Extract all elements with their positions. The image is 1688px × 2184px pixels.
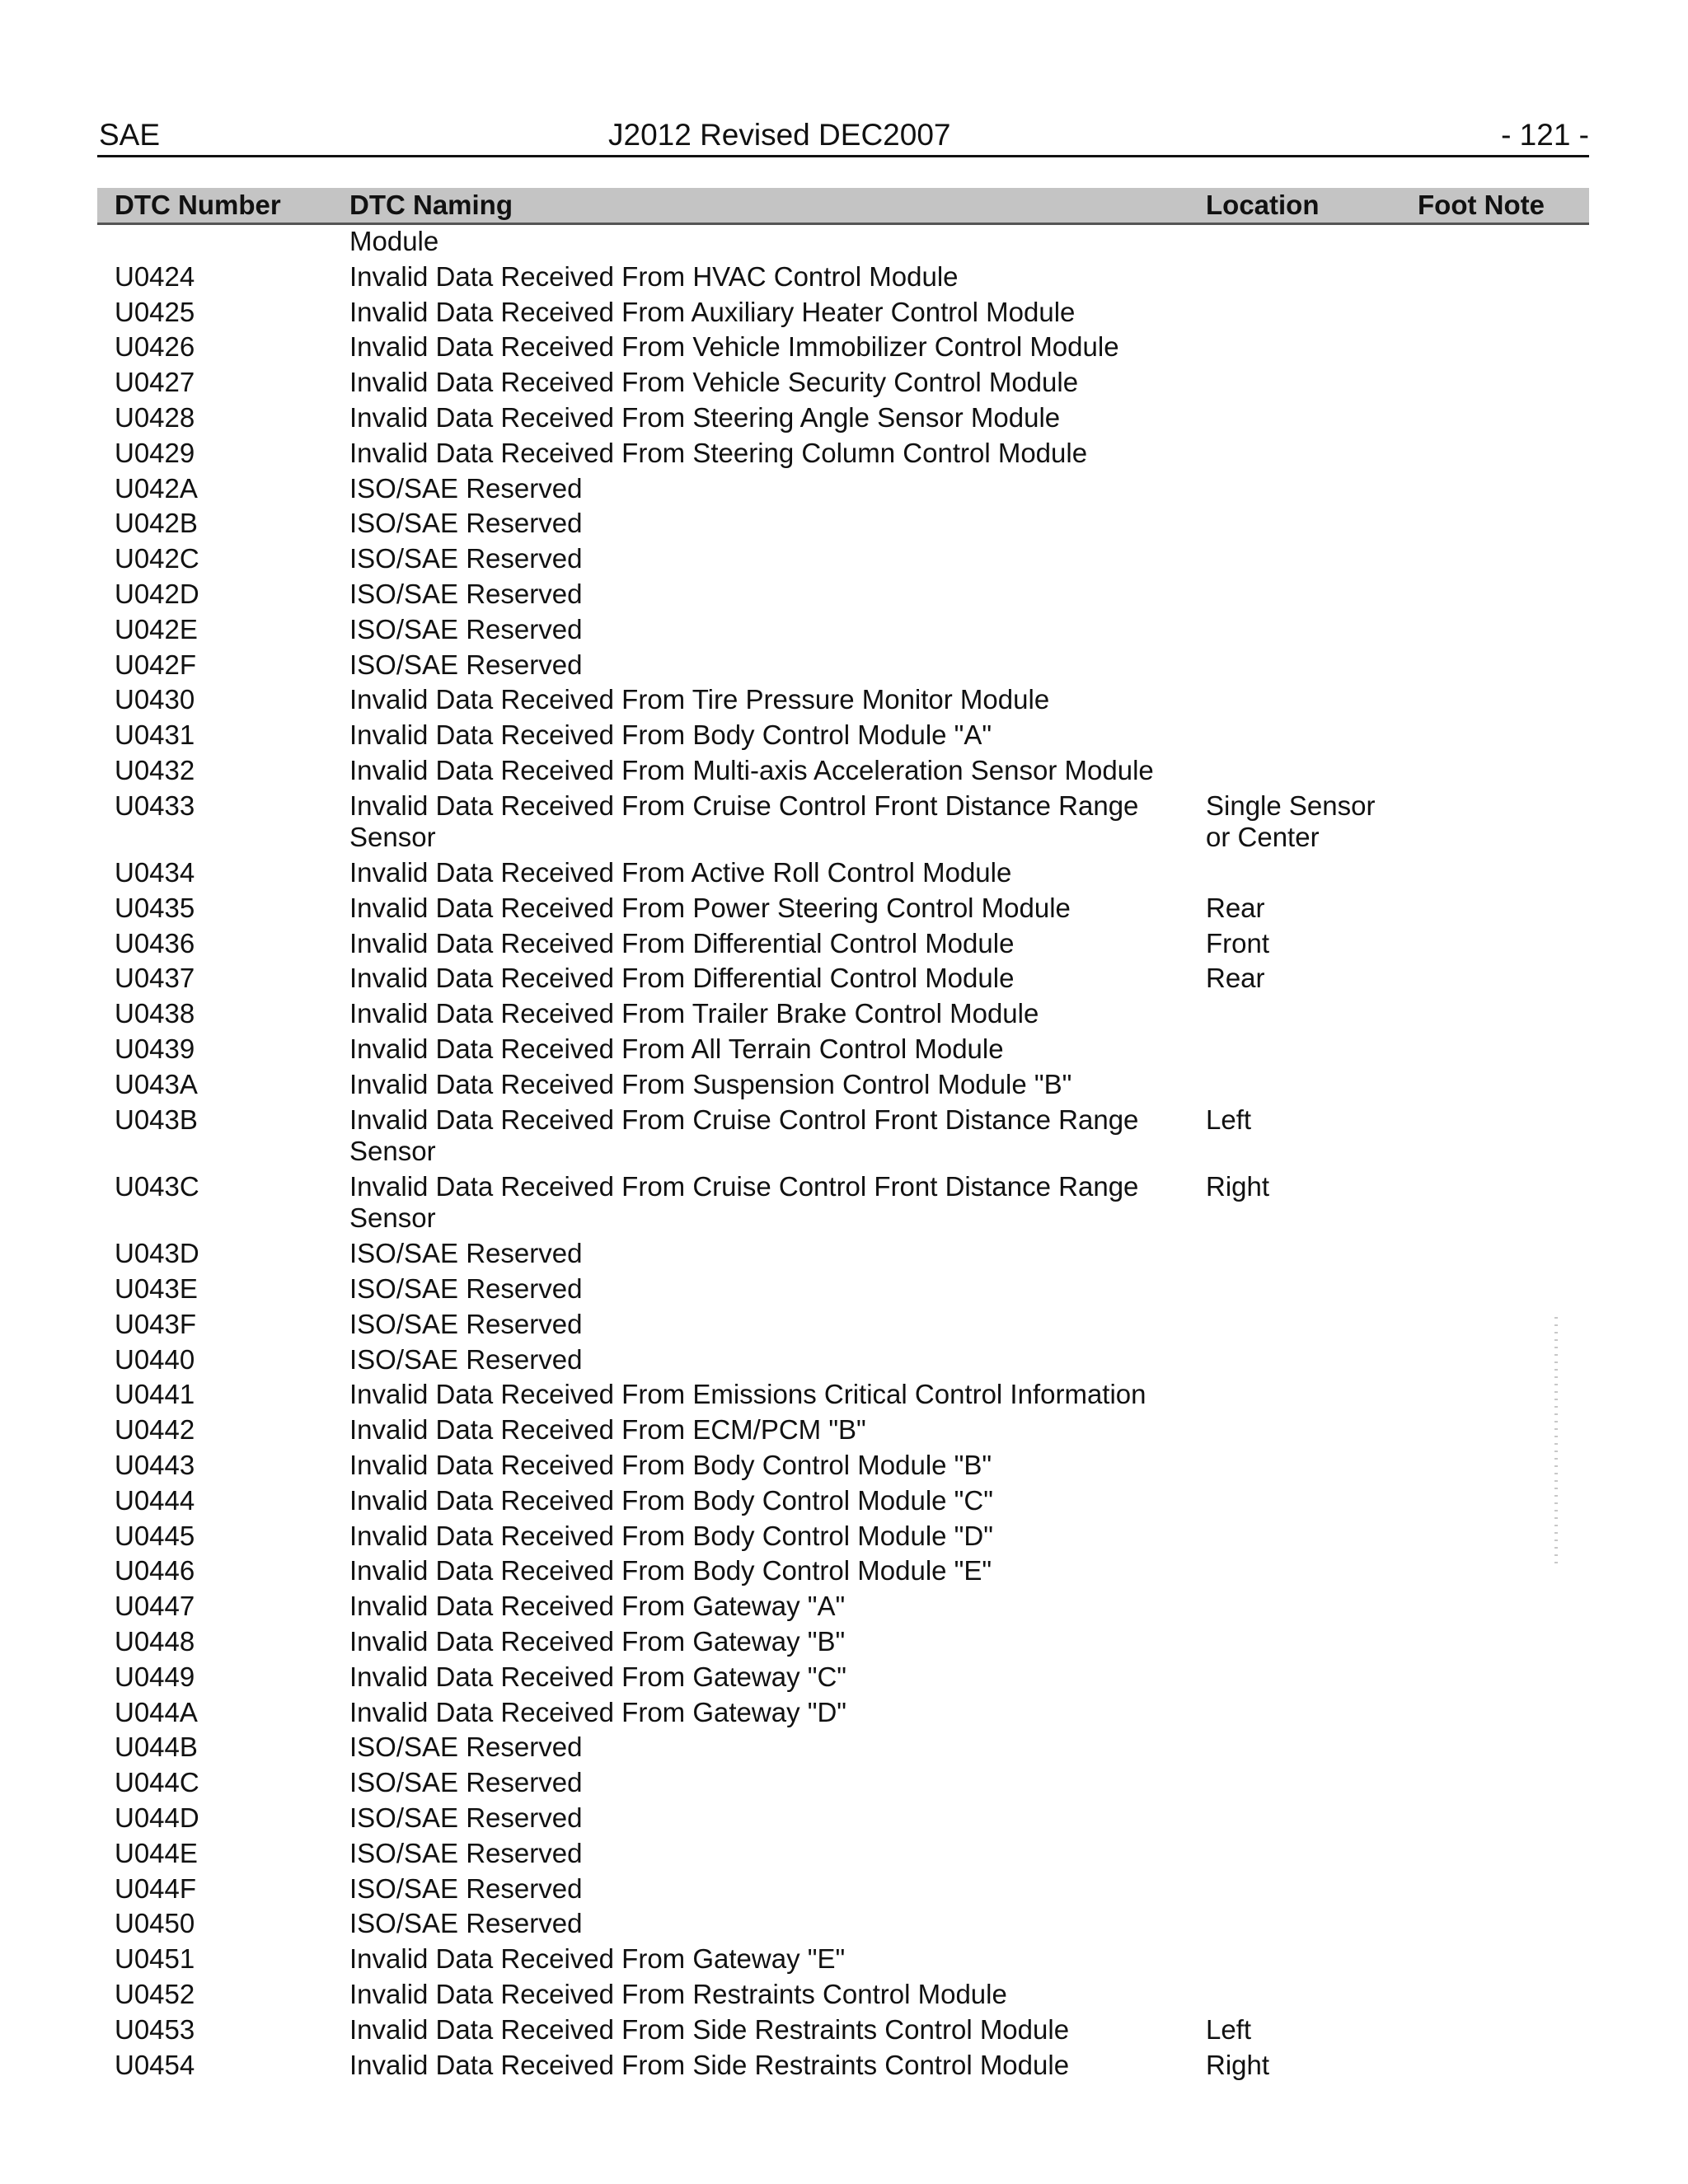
dtc-naming-cell: Invalid Data Received From Gateway "A"	[349, 1591, 846, 1622]
dtc-number-cell: U0434	[115, 857, 195, 888]
dtc-number-cell: U0449	[115, 1661, 195, 1692]
dtc-naming-cell: Invalid Data Received From Body Control Module "A"	[349, 719, 992, 751]
dtc-naming-cell: Invalid Data Received From Steering Angle Sensor Module	[349, 401, 1061, 433]
table-row	[97, 1657, 1589, 1693]
dtc-number-cell: U042E	[115, 613, 198, 644]
dtc-number-cell: U044D	[115, 1802, 199, 1833]
dtc-naming-cell: Invalid Data Received From Suspension Control Module "B"	[349, 1068, 1072, 1099]
dtc-naming-cell: ISO/SAE Reserved	[349, 1837, 583, 1868]
dtc-naming-cell: Invalid Data Received From HVAC Control Module	[349, 260, 959, 292]
dtc-number-cell: U0427	[115, 367, 195, 398]
dtc-naming-cell: Invalid Data Received From Cruise Control Front Distance Range Sensor	[349, 790, 1139, 853]
continued-name-text: Module	[349, 226, 439, 256]
dtc-naming-cell: ISO/SAE Reserved	[349, 1273, 583, 1305]
dtc-naming-cell: Invalid Data Received From Auxiliary Heater Control Module	[349, 296, 1076, 327]
dtc-naming-cell: ISO/SAE Reserved	[349, 472, 583, 504]
table-row	[97, 1168, 1589, 1235]
table-row	[97, 1834, 1589, 1869]
location-cell: Left	[1206, 2013, 1252, 2045]
dtc-naming-cell: ISO/SAE Reserved	[349, 1872, 583, 1904]
table-row	[97, 258, 1589, 293]
dtc-number-cell: U043C	[115, 1170, 199, 1202]
dtc-number-cell: U0425	[115, 296, 195, 327]
header-page-number: - 121 -	[1501, 118, 1589, 152]
header-organization: SAE	[99, 118, 161, 152]
dtc-number-cell: U043B	[115, 1104, 198, 1135]
table-row	[97, 1340, 1589, 1376]
dtc-naming-cell: ISO/SAE Reserved	[349, 543, 583, 574]
dtc-naming-cell: Invalid Data Received From Body Control Module "B"	[349, 1450, 992, 1480]
location-cell: Right	[1206, 2049, 1270, 2080]
table-row	[97, 1764, 1589, 1799]
dtc-naming-cell: Invalid Data Received From Gateway "D"	[349, 1696, 846, 1727]
dtc-naming-cell: ISO/SAE Reserved	[349, 613, 583, 644]
table-row	[97, 1693, 1589, 1728]
dtc-naming-cell: Invalid Data Received From Side Restraints Control Module	[349, 2049, 1070, 2080]
table-row	[97, 1066, 1589, 1101]
table-row	[97, 1905, 1589, 1940]
table-row	[97, 645, 1589, 681]
table-row	[97, 1100, 1589, 1167]
dtc-naming-cell: Invalid Data Received From Side Restraints Control Module	[349, 2013, 1070, 2045]
dtc-naming-cell: Invalid Data Received From Body Control Module "D"	[349, 1520, 993, 1551]
dtc-number-cell: U044A	[115, 1696, 198, 1727]
table-row	[97, 504, 1589, 540]
dtc-number-cell: U042D	[115, 578, 199, 609]
table-row	[97, 889, 1589, 925]
dtc-number-cell: U043A	[115, 1068, 198, 1099]
dtc-naming-cell: Invalid Data Received From Gateway "C"	[349, 1661, 846, 1692]
location-cell: Single Sensor or Center	[1206, 790, 1376, 853]
dtc-naming-cell: ISO/SAE Reserved	[349, 649, 583, 680]
table-row	[97, 1552, 1589, 1587]
table-row	[97, 752, 1589, 787]
dtc-naming-cell: Invalid Data Received From Tire Pressure Monitor Module	[349, 684, 1050, 715]
dtc-number-cell: U0440	[115, 1343, 195, 1375]
dtc-naming-cell: Invalid Data Received From Emissions Critical Control Information	[349, 1379, 1146, 1410]
continued-row	[97, 226, 1589, 258]
dtc-naming-cell: Invalid Data Received From Vehicle Security Control Module	[349, 367, 1079, 398]
table-row	[97, 610, 1589, 645]
dtc-naming-cell: Invalid Data Received From Power Steering Control Module	[349, 892, 1071, 923]
table-row	[97, 1235, 1589, 1270]
dtc-naming-cell: ISO/SAE Reserved	[349, 578, 583, 609]
dtc-number-cell: U0446	[115, 1555, 195, 1586]
dtc-number-cell: U0451	[115, 1943, 195, 1975]
dtc-number-cell: U0428	[115, 401, 195, 433]
dtc-number-cell: U043E	[115, 1273, 198, 1305]
dtc-number-cell: U043D	[115, 1238, 199, 1269]
dtc-number-cell: U042A	[115, 472, 198, 504]
table-row	[97, 1411, 1589, 1446]
dtc-naming-cell: ISO/SAE Reserved	[349, 1238, 583, 1269]
dtc-number-cell: U0443	[115, 1450, 195, 1480]
table-row	[97, 1940, 1589, 1975]
column-header-dtc-number: DTC Number	[115, 190, 281, 220]
table-row	[97, 681, 1589, 716]
dtc-number-cell: U0437	[115, 963, 195, 994]
dtc-naming-cell: Invalid Data Received From Active Roll Control Module	[349, 857, 1012, 888]
table-row	[97, 469, 1589, 504]
table-row	[97, 786, 1589, 853]
page-header	[97, 115, 1589, 157]
dtc-number-cell: U0430	[115, 684, 195, 715]
dtc-number-cell: U044F	[115, 1872, 197, 1904]
dtc-naming-cell: Invalid Data Received From Cruise Control Front Distance Range Sensor	[349, 1104, 1139, 1167]
dtc-naming-cell: Invalid Data Received From Cruise Control Front Distance Range Sensor	[349, 1170, 1139, 1234]
table-row	[97, 1446, 1589, 1482]
location-cell: Rear	[1206, 963, 1265, 994]
table-row	[97, 1587, 1589, 1623]
dtc-naming-cell: Invalid Data Received From ECM/PCM "B"	[349, 1414, 866, 1446]
table-row	[97, 575, 1589, 611]
dtc-naming-cell: Invalid Data Received From Restraints Control Module	[349, 1978, 1007, 2009]
table-row	[97, 1305, 1589, 1341]
table-row	[97, 1516, 1589, 1552]
dtc-number-cell: U0432	[115, 754, 195, 785]
dtc-naming-cell: Invalid Data Received From Differential Control Module	[349, 927, 1015, 958]
dtc-number-cell: U0442	[115, 1414, 195, 1446]
dtc-number-cell: U0454	[115, 2049, 195, 2080]
dtc-number-cell: U0445	[115, 1520, 195, 1551]
table-row	[97, 1869, 1589, 1905]
table-row	[97, 363, 1589, 399]
table-row	[97, 1623, 1589, 1658]
dtc-naming-cell: ISO/SAE Reserved	[349, 1308, 583, 1339]
table-row	[97, 328, 1589, 363]
table-row	[97, 399, 1589, 434]
table-row	[97, 995, 1589, 1030]
dtc-naming-cell: ISO/SAE Reserved	[349, 508, 583, 539]
dtc-naming-cell: Invalid Data Received From Trailer Brake Control Module	[349, 998, 1039, 1029]
dtc-number-cell: U0444	[115, 1484, 195, 1516]
margin-scan-marks	[1554, 1317, 1558, 1566]
header-document-id: J2012 Revised DEC2007	[608, 118, 951, 152]
table-row	[97, 959, 1589, 995]
dtc-naming-cell: ISO/SAE Reserved	[349, 1802, 583, 1833]
table-row	[97, 293, 1589, 328]
dtc-number-cell: U0452	[115, 1978, 195, 2009]
dtc-number-cell: U042F	[115, 649, 197, 680]
dtc-number-cell: U0426	[115, 331, 195, 363]
table-row	[97, 1799, 1589, 1835]
dtc-number-cell: U043F	[115, 1308, 197, 1339]
column-header-dtc-naming: DTC Naming	[349, 190, 513, 220]
table-row	[97, 1030, 1589, 1066]
dtc-naming-cell: ISO/SAE Reserved	[349, 1767, 583, 1798]
table-row	[97, 716, 1589, 752]
table-row	[97, 540, 1589, 575]
dtc-number-cell: U044B	[115, 1732, 198, 1763]
dtc-number-cell: U0436	[115, 927, 195, 958]
table-row	[97, 854, 1589, 889]
dtc-number-cell: U0429	[115, 437, 195, 468]
table-row	[97, 434, 1589, 469]
dtc-number-cell: U0438	[115, 998, 195, 1029]
location-cell: Left	[1206, 1104, 1252, 1135]
dtc-naming-cell: Invalid Data Received From Body Control Module "C"	[349, 1484, 993, 1516]
dtc-number-cell: U0424	[115, 260, 195, 292]
dtc-naming-cell: Invalid Data Received From Vehicle Immobilizer Control Module	[349, 331, 1119, 363]
dtc-number-cell: U044E	[115, 1837, 198, 1868]
dtc-naming-cell: ISO/SAE Reserved	[349, 1908, 583, 1939]
dtc-number-cell: U042C	[115, 543, 199, 574]
column-header-location: Location	[1206, 190, 1320, 220]
dtc-naming-cell: Invalid Data Received From Differential Control Module	[349, 963, 1015, 994]
table-row	[97, 1270, 1589, 1305]
dtc-number-cell: U0453	[115, 2013, 195, 2045]
location-cell: Rear	[1206, 892, 1265, 923]
dtc-number-cell: U044C	[115, 1767, 199, 1798]
dtc-number-cell: U0450	[115, 1908, 195, 1939]
dtc-naming-cell: ISO/SAE Reserved	[349, 1343, 583, 1375]
dtc-number-cell: U042B	[115, 508, 198, 539]
table-row	[97, 924, 1589, 959]
dtc-naming-cell: Invalid Data Received From All Terrain Control Module	[349, 1033, 1004, 1065]
dtc-table-body	[97, 226, 1589, 2081]
dtc-number-cell: U0433	[115, 790, 195, 821]
location-cell: Front	[1206, 927, 1270, 958]
dtc-number-cell: U0439	[115, 1033, 195, 1065]
dtc-number-cell: U0435	[115, 892, 195, 923]
dtc-number-cell: U0448	[115, 1625, 195, 1657]
table-row	[97, 1728, 1589, 1764]
dtc-naming-cell: Invalid Data Received From Body Control Module "E"	[349, 1555, 992, 1586]
table-row	[97, 2010, 1589, 2046]
dtc-naming-cell: ISO/SAE Reserved	[349, 1732, 583, 1763]
dtc-naming-cell: Invalid Data Received From Steering Column Control Module	[349, 437, 1088, 468]
dtc-naming-cell: Invalid Data Received From Multi-axis Acceleration Sensor Module	[349, 754, 1154, 785]
location-cell: Right	[1206, 1170, 1270, 1202]
table-row	[97, 1376, 1589, 1411]
dtc-naming-cell: Invalid Data Received From Gateway "B"	[349, 1625, 846, 1657]
column-header-foot-note: Foot Note	[1418, 190, 1545, 220]
table-row	[97, 1975, 1589, 2011]
table-header-row	[97, 188, 1589, 225]
dtc-number-cell: U0447	[115, 1591, 195, 1622]
dtc-number-cell: U0431	[115, 719, 195, 751]
table-row	[97, 2046, 1589, 2081]
dtc-naming-cell: Invalid Data Received From Gateway "E"	[349, 1943, 846, 1975]
table-row	[97, 1482, 1589, 1517]
dtc-number-cell: U0441	[115, 1379, 195, 1410]
